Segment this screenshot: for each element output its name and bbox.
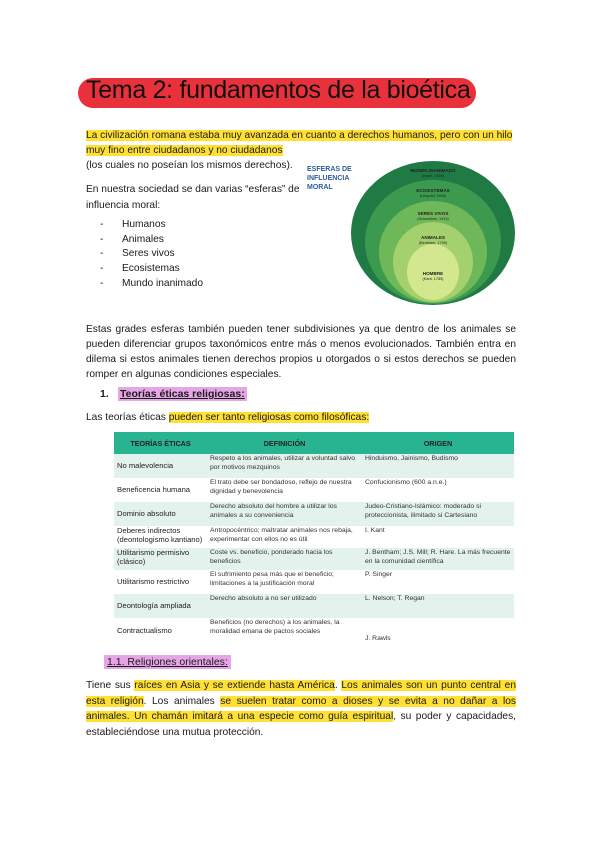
religiones-paragraph	[86, 678, 516, 740]
section-heading-1	[100, 388, 247, 400]
ring-sub: (Leopold, 1949)	[419, 194, 447, 198]
table-cell: Dominio absoluto	[114, 502, 207, 526]
table-cell: Utilitarismo restrictivo	[114, 570, 207, 594]
teorias-before: Las teorías éticas	[86, 412, 169, 423]
table-cell: Derecho absoluto del hombre a utilizar los animales a su conveniencia	[207, 502, 362, 526]
column-header: ORIGEN	[362, 432, 514, 454]
teorias-paragraph	[86, 410, 369, 425]
table-cell: Confucionismo (600 a.n.e.)	[362, 478, 514, 502]
text-run: .	[334, 680, 342, 691]
society-paragraph: En nuestra sociedad se dan varias “esferas” de influencia moral:	[86, 184, 300, 211]
table-cell: Contractualismo	[114, 618, 207, 644]
section-heading-1-1	[104, 655, 231, 669]
ring-sub: (Nash, 1989)	[422, 174, 444, 178]
table-cell: El sufrimiento pesa más que el beneficio; limitaciones a la justificación moral	[207, 570, 362, 594]
figure-heading-line: INFLUENCIA	[307, 175, 350, 182]
intro-highlight: La civilización romana estaba muy avanzada en cuanto a derechos humanos, pero con un hilo muy fino entre ciudadanos y no ciudadanos	[86, 130, 513, 156]
section-number: 1.	[100, 388, 109, 400]
text-highlight: raíces en Asia y se extiende hasta América	[134, 680, 335, 691]
table-cell: Deberes indirectos (deontologismo kantiano)	[114, 526, 207, 548]
text-run: Tiene sus	[86, 680, 135, 691]
table-cell: Deontología ampliada	[114, 594, 207, 618]
spheres-figure	[305, 155, 520, 305]
table-cell: I. Kant	[362, 526, 514, 548]
table-cell: Antropocéntrico; maltratar animales nos rebaja, experimentar con ellos no es útil	[207, 526, 362, 548]
ring-label: SERES VIVOS	[417, 211, 449, 216]
table-header-row	[114, 432, 514, 454]
text-run: . Los animales	[143, 695, 221, 707]
ring-label: ECOSISTEMAS	[416, 188, 450, 193]
list-item: - Ecosistemas	[100, 262, 203, 277]
column-header: DEFINICIÓN	[207, 432, 362, 454]
page-title: Tema 2: fundamentos de la bioética	[86, 76, 471, 104]
table-cell: Respeto a los animales, utilizar a voluntad salvo por motivos mezquinos	[207, 454, 362, 478]
table-row	[114, 478, 514, 502]
table-cell: No malevolencia	[114, 454, 207, 478]
table-row	[114, 502, 514, 526]
text-highlight: Los animales son un punto central en esta religión	[86, 680, 516, 707]
list-item: - Mundo inanimado	[100, 277, 203, 292]
column-header: TEORÍAS ÉTICAS	[114, 432, 207, 454]
figure-heading-line: ESFERAS DE	[307, 166, 352, 173]
section-label: 1.1. Religiones orientales:	[107, 656, 228, 668]
ring-sub: (Schweitzer, 1915)	[417, 217, 449, 221]
ethics-table	[114, 432, 514, 644]
table-cell: Hinduismo, Jainismo, Budismo	[362, 454, 514, 478]
intro-rest: (los cuales no poseían los mismos derechos).	[86, 160, 293, 171]
ring-label: ANIMALES	[421, 235, 445, 240]
ring-label: HOMBRE	[422, 271, 444, 276]
table-cell: J. Rawls	[362, 618, 514, 644]
esferas-list	[100, 218, 203, 291]
table-cell: Utilitarismo permisivo (clásico)	[114, 548, 207, 570]
table-cell: Derecho absoluto a no ser utilizado	[207, 594, 362, 618]
table-cell: Beneficios (no derechos) a los animales, la moralidad emana de pactos sociales	[207, 618, 362, 644]
grades-paragraph: Estas grades esferas también pueden tener subdivisiones ya que dentro de los animales se pueden diferenciar grupos taxonómicos entre más o menos evolucionados. También entra en dilema si estos animales tienen derechos propios u otorgados o si estos derechos se pueden romper en algunas condiciones especiales.	[86, 324, 516, 380]
section-label: Teorías éticas religiosas:	[120, 388, 245, 400]
ring-sub: (Kant, 1785)	[422, 277, 444, 281]
table-cell: El trato debe ser bondadoso, reflejo de nuestra dignidad y benevolencia	[207, 478, 362, 502]
ring-sub: (Bentham, 1789)	[418, 241, 448, 245]
list-item: - Seres vivos	[100, 247, 203, 262]
table-row	[114, 526, 514, 548]
table-cell: J. Bentham; J.S. Mill; R. Hare. La más frecuente en la comunidad científica	[362, 548, 514, 570]
list-item: - Animales	[100, 233, 203, 248]
text-highlight: se suelen tratar como a dioses y se evita a no dañar a los animales. Un chamán imitará a una especie como guía espiritual	[86, 695, 516, 722]
table-row	[114, 618, 514, 644]
table-row	[114, 548, 514, 570]
table-cell: P. Singer	[362, 570, 514, 594]
table-row	[114, 454, 514, 478]
figure-heading-line: MORAL	[307, 184, 333, 191]
text-run: , su poder y capacidades, estableciéndose una mutua protección.	[86, 711, 516, 738]
table-cell: Coste vs. beneficio, ponderado hacia los beneficios	[207, 548, 362, 570]
list-item: - Humanos	[100, 218, 203, 233]
ring-label: MUNDO INANIMADO	[410, 168, 456, 173]
table-row	[114, 594, 514, 618]
teorias-highlight: pueden ser tanto religiosas como filosóficas:	[168, 412, 370, 423]
table-cell: Judeo-Cristiano-Islámico: moderado si proteccionista, ilimitado si Cartesiano	[362, 502, 514, 526]
table-row	[114, 570, 514, 594]
table-cell: Beneficencia humana	[114, 478, 207, 502]
table-cell: L. Nelson; T. Regan	[362, 594, 514, 618]
